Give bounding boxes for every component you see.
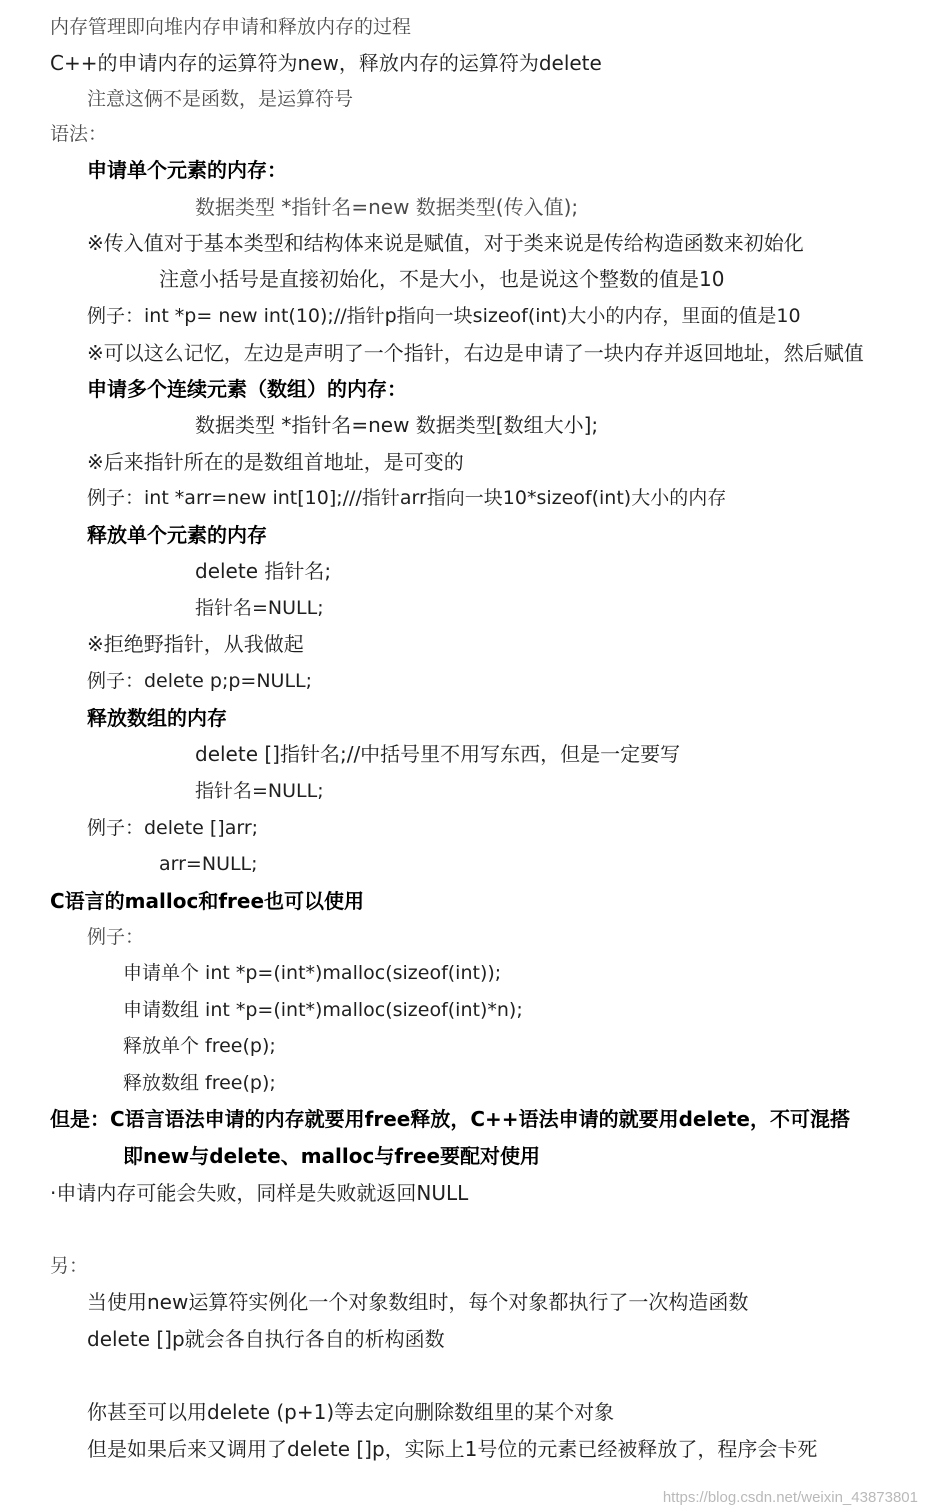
free-single: 释放单个 free(p); — [123, 1035, 276, 1057]
array-alloc-example: 例子：int *arr=new int[10];///指针arr指向一块10*sizeof(int)大小的内存 — [87, 487, 727, 509]
memory-tip: ※可以这么记忆，左边是声明了一个指针，右边是申请了一块内存并返回地址，然后赋值 — [87, 341, 864, 365]
malloc-array: 申请数组 int *p=(int*)malloc(sizeof(int)*n); — [123, 999, 523, 1021]
source-watermark: https://blog.csdn.net/weixin_43873801 — [662, 1489, 918, 1506]
array-alloc-heading: 申请多个连续元素（数组）的内存： — [87, 377, 407, 401]
also-heading: 另： — [50, 1255, 89, 1277]
note-not-function: 注意这俩不是函数，是运算符号 — [87, 88, 354, 110]
array-null-example: arr=NULL; — [159, 853, 258, 875]
malloc-single: 申请单个 int *p=(int*)malloc(sizeof(int)); — [123, 962, 502, 984]
pairing-note: 即new与delete、malloc与free要配对使用 — [123, 1144, 541, 1168]
single-free-heading: 释放单个元素的内存 — [87, 523, 267, 547]
array-free-example: 例子：delete []arr; — [87, 817, 259, 839]
single-free-syntax: delete 指针名; — [195, 559, 332, 583]
cpp-operators-line: C++的申请内存的运算符为new，释放内存的运算符为delete — [50, 51, 602, 75]
malloc-heading: C语言的malloc和free也可以使用 — [50, 889, 365, 913]
constructor-note: 当使用new运算符实例化一个对象数组时，每个对象都执行了一次构造函数 — [87, 1290, 749, 1314]
array-address-note: ※后来指针所在的是数组首地址，是可变的 — [87, 450, 464, 474]
array-null-syntax: 指针名=NULL; — [195, 780, 324, 802]
single-alloc-heading: 申请单个元素的内存： — [87, 158, 287, 182]
syntax-heading: 语法： — [50, 123, 108, 145]
array-free-syntax: delete []指针名;//中括号里不用写东西，但是一定要写 — [195, 742, 681, 766]
paren-note: 注意小括号是直接初始化，不是大小，也是说这个整数的值是10 — [159, 267, 725, 291]
free-array: 释放数组 free(p); — [123, 1072, 276, 1094]
destructor-note: delete []p就会各自执行各自的析构函数 — [87, 1327, 445, 1351]
malloc-example-label: 例子： — [87, 926, 145, 948]
single-alloc-syntax: 数据类型 *指针名=new 数据类型(传入值); — [195, 195, 579, 219]
wild-pointer-note: ※拒绝野指针，从我做起 — [87, 632, 304, 656]
failure-note: ·申请内存可能会失败，同样是失败就返回NULL — [50, 1181, 469, 1205]
array-alloc-syntax: 数据类型 *指针名=new 数据类型[数组大小]; — [195, 413, 599, 437]
targeted-delete-note: 你甚至可以用delete (p+1)等去定向删除数组里的某个对象 — [87, 1400, 615, 1424]
init-value-note: ※传入值对于基本类型和结构体来说是赋值，对于类来说是传给构造函数来初始化 — [87, 231, 804, 255]
crash-note: 但是如果后来又调用了delete []p，实际上1号位的元素已经被释放了，程序会卡死 — [87, 1437, 818, 1461]
no-mixing-warning: 但是：C语言语法申请的内存就要用free释放，C++语法申请的就要用delete，不可混搭 — [50, 1107, 850, 1131]
array-free-heading: 释放数组的内存 — [87, 706, 227, 730]
single-free-example: 例子：delete p;p=NULL; — [87, 670, 313, 692]
single-null-syntax: 指针名=NULL; — [195, 597, 324, 619]
intro-line: 内存管理即向堆内存申请和释放内存的过程 — [50, 16, 412, 38]
single-alloc-example: 例子：int *p= new int(10);//指针p指向一块sizeof(int)大小的内存，里面的值是10 — [87, 305, 801, 327]
